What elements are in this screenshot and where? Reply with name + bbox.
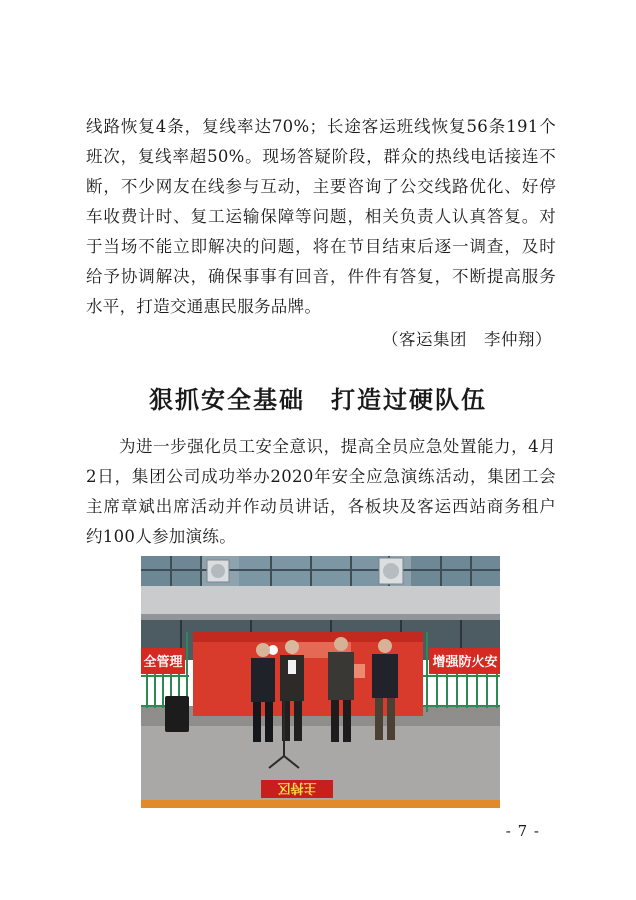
- page-number: - 7 -: [505, 822, 540, 840]
- event-photo: [141, 556, 500, 808]
- floor-sign-text: 主持区: [277, 780, 317, 795]
- article-headline: 狠抓安全基础 打造过硬队伍: [149, 385, 487, 414]
- banner-right-text: 增强防火安: [432, 655, 498, 670]
- banner-left-text: 全管理: [143, 655, 183, 670]
- article-signature: （客运集团 李仲翔）: [382, 330, 552, 349]
- article-paragraph: 线路恢复4条，复线率达70%；长途客运班线恢复56条191个班次，复线率超50%。现场答疑阶段，群众的热线电话接连不断，不少网友在线参与互动，主要咨询了公交线路优化、好停车收费计时、复工运输保障等问题，相关负责人认真答复。对于当场不能立即解决的问题，将在节目结束后逐一调查，及时给予协调解决，确保事事有回音，件件有答复，不断提高服务水平，打造交通惠民服务品牌。: [86, 117, 556, 316]
- article-paragraph: 为进一步强化员工安全意识，提高全员应急处置能力，4月2日，集团公司成功举办2020年安全应急演练活动，集团工会主席章斌出席活动并作动员讲话，各板块及客运西站商务租户约100人参加演练。: [86, 437, 556, 546]
